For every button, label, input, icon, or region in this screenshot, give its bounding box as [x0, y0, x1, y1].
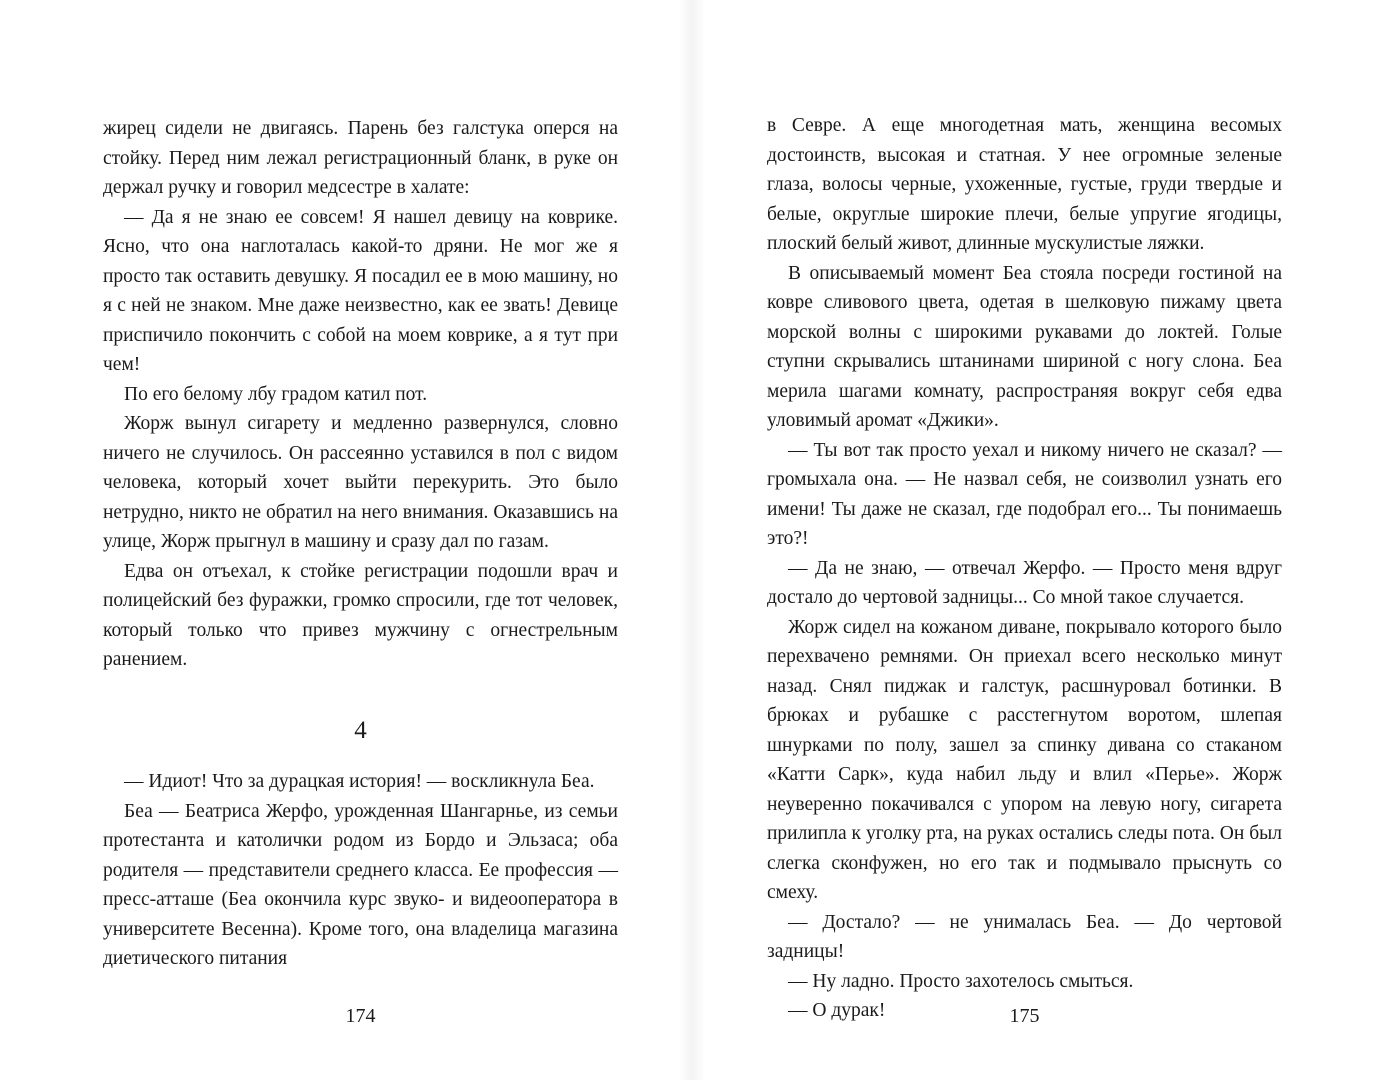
paragraph: Беа — Беатриса Жерфо, урожденная Шангарнье, из семьи протестанта и католички родом из Бордо и Эльзаса; оба родителя — представители среднего класса. Ее профессия — пресс-атташе (Беа окончила курс звуко- и видеооператора в университете Весенна). Кроме того, она владелица магазина диетического питания [103, 800, 618, 969]
paragraph: — Идиот! Что за дурацкая история! — воскликнула Беа. [124, 771, 595, 792]
page-number: 175 [1009, 1005, 1040, 1027]
right-page [692, 0, 1384, 1080]
chapter-number: 4 [354, 717, 367, 744]
right-page-text [767, 111, 1282, 1026]
paragraph: — Ну ладно. Просто захотелось смыться. [788, 970, 1134, 992]
left-page-text-top [103, 114, 618, 675]
paragraph: — Да не знаю, — отвечал Жерфо. — Просто меня вдруг достало до чертовой задницы... Со мной такое случается. [767, 557, 1282, 608]
paragraph: Жорж сидел на кожаном диване, покрывало которого было перехвачено ремнями. Он приехал всего несколько минут назад. Снял пиджак и галстук, расшнуровал ботинки. В брюках и рубашке с расстегнутом воротом, шлепая шнурками по полу, зашел за спинку дивана со стаканом «Катти Сарк», куда набил льду и влил «Перье». Жорж неуверенно покачивался с упором на левую ногу, сигарета прилипла к уголку рта, на руках остались следы пота. Он был слегка сконфужен, но его так и подмывало прыснуть со смеху. [767, 616, 1282, 903]
paragraph: в Севре. А еще многодетная мать, женщина весомых достоинств, высокая и статная. У нее огромные зеленые глаза, волосы черные, ухоженные, густые, груди твердые и белые, округлые широкие плечи, белые упругие ягодицы, плоский белый живот, длинные мускулистые ляжки. [767, 115, 1282, 254]
paragraph: — О дурак! [788, 1000, 886, 1021]
paragraph: — Достало? — не унималась Беа. — До чертовой задницы! [767, 911, 1282, 962]
paragraph: — Да я не знаю ее совсем! Я нашел девицу на коврике. Ясно, что она наглоталась какой-то дряни. Не мог же я просто так оставить девушку. Я посадил ее в мою машину, но я с ней не знаком. Мне даже неизвестно, как ее звать! Девице приспичило покончить с собой на моем коврике, а я тут при чем! [103, 206, 618, 375]
paragraph: В описываемый момент Беа стояла посреди гостиной на ковре сливового цвета, одетая в шелковую пижаму цвета морской волны с широкими рукавами до локтей. Голые ступни скрывались штанинами шириной с ногу слона. Беа мерила шагами комнату, распространяя вокруг себя едва уловимый аромат «Джики». [767, 262, 1282, 431]
paragraph: По его белому лбу градом катил пот. [124, 383, 428, 405]
page-number: 174 [345, 1005, 376, 1027]
paragraph: жирец сидели не двигаясь. Парень без галстука оперся на стойку. Перед ним лежал регистрационный бланк, в руке он держал ручку и говорил медсестре в халате: [103, 118, 618, 198]
left-page-text-bottom [103, 767, 618, 974]
paragraph: Жорж вынул сигарету и медленно развернулся, словно ничего не случилось. Он рассеянно уставился в пол с видом человека, который хочет выйти перекурить. Это было нетрудно, никто не обратил на него внимания. Оказавшись на улице, Жорж прыгнул в машину и сразу дал по газам. [103, 413, 618, 552]
paragraph: Едва он отъехал, к стойке регистрации подошли врач и полицейский без фуражки, громко спросили, где тот человек, который только что привез мужчину с огнестрельным ранением. [103, 560, 618, 670]
paragraph: — Ты вот так просто уехал и никому ничего не сказал? — громыхала она. — Не назвал себя, не соизволил узнать его имени! Ты даже не сказал, где подобрал его... Ты понимаешь это?! [767, 439, 1282, 549]
